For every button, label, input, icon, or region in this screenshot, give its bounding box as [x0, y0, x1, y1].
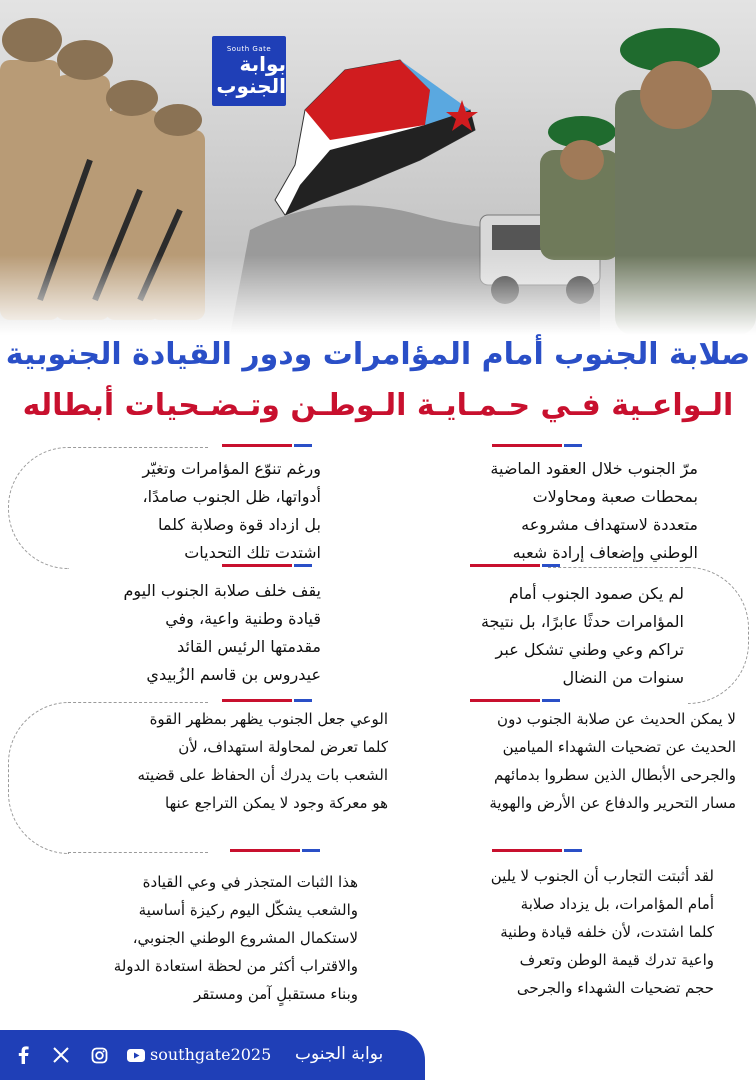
text-line: كلما تعرض لمحاولة استهداف، لأن: [178, 738, 388, 756]
text-line: بل ازداد قوة وصلابة كلما: [157, 515, 321, 534]
footer-bar: [0, 1030, 425, 1080]
text-line: تراكم وعي وطني تشكل عبر: [495, 640, 684, 659]
site-logo: [212, 36, 286, 106]
text-block-7: [491, 862, 714, 1002]
text-block-5: [489, 705, 736, 817]
text-line: المؤامرات حدثًا عابرًا، بل نتيجة: [480, 612, 684, 631]
accent-bar: [222, 699, 312, 702]
accent-bar: [492, 849, 582, 852]
text-block-1: [490, 455, 698, 567]
text-line: عيدروس بن قاسم الزُبيدي: [146, 665, 321, 684]
text-line: مقدمتها الرئيس القائد: [177, 637, 321, 656]
accent-bar: [470, 699, 560, 702]
text-block-6: [137, 705, 388, 817]
text-line: هو معركة وجود لا يمكن التراجع عنها: [165, 794, 388, 812]
text-line: والاقتراب أكثر من لحظة استعادة الدولة: [113, 957, 358, 975]
hero-fade: [0, 255, 756, 335]
dashed-line: [548, 567, 688, 568]
text-line: واعية تدرك قيمة الوطن وتعرف: [519, 951, 714, 969]
logo-main-text: بوابة الجنوب: [216, 52, 286, 98]
footer-brand: بوابة الجنوب: [295, 1044, 384, 1064]
title-line-2: الـواعـية فـي حـمـايـة الـوطـن وتـضـحيات أبطاله: [22, 388, 734, 423]
logo-small-text: South Gate: [226, 45, 272, 53]
dashed-line: [68, 702, 208, 703]
text-line: الشعب بات يدرك أن الحفاظ على قضيته: [137, 766, 388, 784]
text-line: الوعي جعل الجنوب يظهر بمظهر القوة: [149, 710, 388, 728]
text-line: هذا الثبات المتجذر في وعي القيادة: [142, 873, 358, 891]
accent-bar: [230, 849, 320, 852]
text-line: مرّ الجنوب خلال العقود الماضية: [490, 459, 698, 478]
text-line: والجرحى الأبطال الذين سطروا بدمائهم: [494, 766, 736, 784]
text-line: سنوات من النضال: [562, 668, 684, 687]
text-line: مسار التحرير والدفاع عن الأرض والهوية: [489, 794, 736, 812]
social-handle[interactable]: southgate2025: [150, 1045, 272, 1064]
text-line: لا يمكن الحديث عن صلابة الجنوب دون: [497, 710, 736, 728]
facebook-icon[interactable]: [14, 1046, 32, 1064]
text-line: ورغم تنوّع المؤامرات وتغيّر: [142, 459, 321, 478]
x-twitter-icon[interactable]: [52, 1046, 70, 1064]
hero-image: [0, 0, 756, 335]
text-block-3: [481, 580, 684, 692]
text-line: يقف خلف صلابة الجنوب اليوم: [123, 581, 321, 600]
accent-bar: [222, 444, 312, 447]
text-line: متعددة لاستهداف مشروعه: [521, 515, 698, 534]
dashed-line: [68, 852, 208, 853]
text-line: الوطني وإضعاف إرادة شعبه: [512, 543, 698, 562]
dashed-connector: [8, 702, 69, 854]
text-line: اشتدت تلك التحديات: [184, 543, 321, 562]
text-line: الحديث عن تضحيات الشهداء الميامين: [502, 738, 736, 756]
text-block-8: [114, 868, 358, 1008]
text-line: لقد أثبتت التجارب أن الجنوب لا يلين: [490, 867, 714, 885]
text-line: لاستكمال المشروع الوطني الجنوبي،: [132, 929, 358, 947]
title-line-1: صلابة الجنوب أمام المؤامرات ودور القيادة الجنوبية: [5, 337, 751, 372]
dashed-line: [68, 447, 208, 448]
text-line: لم يكن صمود الجنوب أمام: [508, 584, 684, 603]
youtube-icon[interactable]: [127, 1046, 145, 1064]
text-line: أدواتها، ظل الجنوب صامدًا،: [142, 487, 321, 506]
accent-bar: [492, 444, 582, 447]
instagram-icon[interactable]: [90, 1046, 108, 1064]
text-line: كلما اشتدت، لأن خلفه قيادة وطنية: [500, 923, 714, 941]
text-block-4: [124, 577, 322, 689]
text-line: والشعب يشكّل اليوم ركيزة أساسية: [138, 901, 358, 919]
text-block-2: [142, 455, 321, 567]
text-line: قيادة وطنية واعية، وفي: [165, 609, 321, 628]
text-line: أمام المؤامرات، بل يزداد صلابة: [520, 895, 714, 913]
dashed-connector: [8, 447, 69, 569]
text-line: وبناء مستقبلٍ آمن ومستقر: [194, 985, 358, 1003]
dashed-connector: [688, 567, 749, 704]
text-line: بمحطات صعبة ومحاولات: [532, 487, 698, 506]
text-line: حجم تضحيات الشهداء والجرحى: [516, 979, 714, 997]
